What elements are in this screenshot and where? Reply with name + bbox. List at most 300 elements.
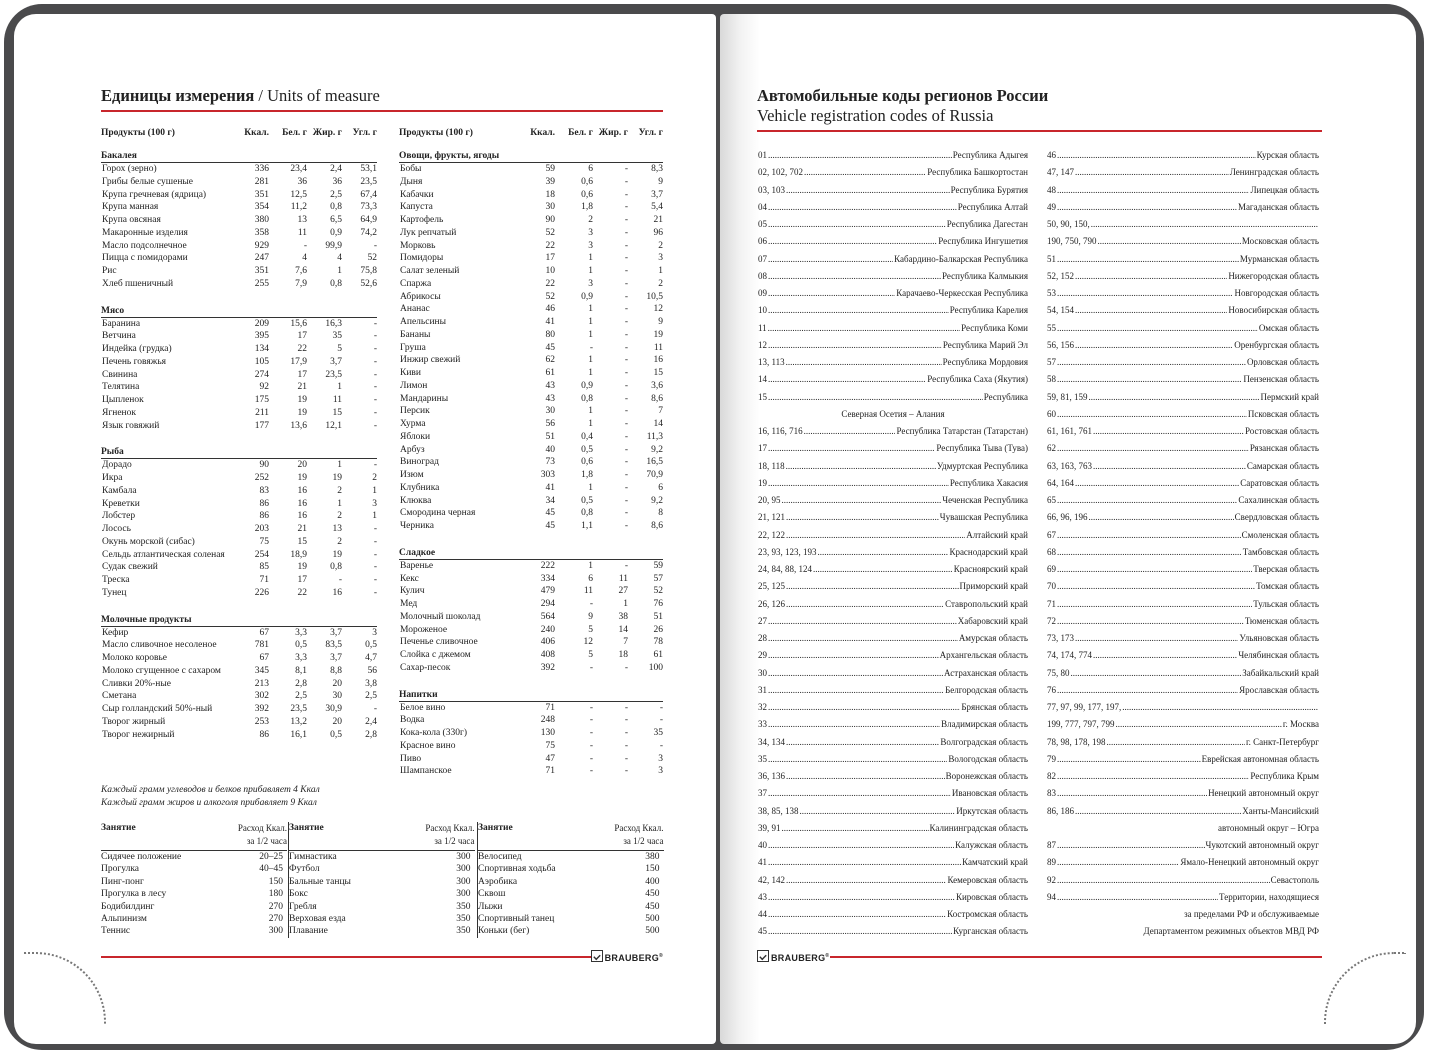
product-name: Мороженое <box>400 624 448 635</box>
nutrient-value: 9 <box>658 176 663 187</box>
nutrient-value: 23,5 <box>290 704 307 714</box>
nutrient-value: 2,4 <box>330 164 342 174</box>
nutrient-value: 8,6 <box>651 393 663 404</box>
dot-leader <box>768 699 960 716</box>
region-name: Новгородская область <box>1234 288 1319 298</box>
region-name: Волгоградская область <box>940 736 1028 747</box>
activity-kcal: 350 <box>456 901 471 912</box>
list-item <box>1047 561 1319 578</box>
table-row <box>399 405 663 418</box>
product-name: Лобстер <box>102 511 136 522</box>
nutrient-value: 408 <box>540 650 555 660</box>
nutrient-value: - <box>624 380 628 391</box>
region-name: Республика <box>983 391 1028 402</box>
dot-leader <box>1057 371 1242 388</box>
region-name: Карачаево-Черкесская Республика <box>896 288 1028 298</box>
product-name: Сельдь атлантическая соленая <box>102 549 225 560</box>
nutrient-value: 14 <box>653 419 663 429</box>
product-name: Бананы <box>400 329 431 340</box>
table-row <box>399 624 663 637</box>
product-name: Дорадо <box>102 460 132 471</box>
calorie-notes <box>101 784 320 809</box>
table-row <box>399 163 663 176</box>
list-item <box>758 527 1028 544</box>
dot-leader <box>1057 613 1244 630</box>
table-row <box>101 925 287 937</box>
region-code: 50, 90, 150, <box>1047 219 1090 229</box>
region-code: 56, 156 <box>1047 339 1074 350</box>
table-row <box>101 523 377 536</box>
nutrient-value: 73,3 <box>360 202 377 213</box>
activity-name: Прогулка <box>101 864 140 875</box>
region-code: 04 <box>758 201 767 212</box>
table-row <box>101 690 377 703</box>
region-code: 36, 136 <box>758 771 785 781</box>
region-name: Орловская область <box>1246 357 1319 367</box>
nutrient-value: 22 <box>297 344 307 354</box>
dot-leader <box>1057 837 1205 854</box>
list-item <box>1047 820 1319 837</box>
nutrient-value: 4 <box>337 253 342 264</box>
nutrient-value: 3,7 <box>330 653 342 663</box>
region-code: 35 <box>758 753 767 764</box>
region-code: 18, 118 <box>758 460 785 471</box>
region-code: 77, 97, 99, 177, 197, <box>1047 702 1122 712</box>
nutrient-value: 1 <box>588 406 593 417</box>
list-item <box>1047 803 1319 820</box>
nutrient-value: 0,8 <box>581 508 593 519</box>
nutrient-value: 16,1 <box>290 729 307 740</box>
nutrient-value: 52 <box>545 227 555 238</box>
table-row <box>289 876 475 888</box>
list-item <box>1047 872 1319 889</box>
activity-header: Занятие <box>289 822 401 851</box>
dot-leader <box>786 578 959 595</box>
activity-kcal: 500 <box>645 926 660 937</box>
dot-leader <box>1075 302 1227 319</box>
nutrient-value: - <box>624 508 628 519</box>
dot-leader <box>786 768 945 785</box>
nutrient-value: 1 <box>588 304 593 315</box>
dot-leader <box>768 251 893 268</box>
dot-leader <box>1089 509 1234 526</box>
nutrient-value: 11 <box>297 227 307 238</box>
nutrient-value: 13 <box>297 215 307 225</box>
dot-leader <box>768 889 955 906</box>
nutrient-value: 16 <box>297 511 307 522</box>
col-header-protein: Бел. г <box>568 127 593 138</box>
dot-leader <box>1057 561 1252 578</box>
nutrient-value: 67 <box>259 653 269 663</box>
region-name: Республика Бурятия <box>950 184 1028 195</box>
nutrient-value: 39 <box>545 176 555 187</box>
title-underline <box>757 130 1322 132</box>
nutrient-value: 96 <box>653 227 663 238</box>
nutrient-value: 7,9 <box>295 278 307 289</box>
nutrient-value: - <box>624 753 628 764</box>
product-name: Лосось <box>102 524 131 534</box>
product-name: Ягненок <box>102 407 136 418</box>
dot-leader <box>1057 354 1246 371</box>
page-corner-dots <box>1324 952 1406 1024</box>
activity-rate-header: Расход Ккал. за 1/2 часа <box>590 822 664 851</box>
table-row <box>399 714 663 727</box>
nutrient-value: 1 <box>588 329 593 340</box>
table-row <box>101 678 377 691</box>
table-row <box>101 888 287 900</box>
nutrient-value: 19 <box>297 562 307 573</box>
dot-leader <box>768 147 952 164</box>
product-name: Виноград <box>400 457 439 468</box>
product-name: Абрикосы <box>400 291 441 302</box>
right-page <box>720 14 1416 1044</box>
nutrient-value: 16,3 <box>325 318 342 329</box>
list-item <box>758 544 1028 561</box>
nutrient-value: 5 <box>588 624 593 635</box>
nutrient-value: 2,5 <box>295 691 307 702</box>
list-item <box>1047 578 1319 595</box>
nutrient-value: 17 <box>545 253 555 264</box>
product-name: Лимон <box>400 380 428 391</box>
nutrient-value: - <box>659 715 663 726</box>
nutrient-value: 392 <box>254 704 269 714</box>
nutrient-value: 336 <box>254 164 269 174</box>
region-code: 76 <box>1047 684 1056 695</box>
dot-leader <box>1075 337 1233 354</box>
nutrient-value: - <box>624 740 628 751</box>
product-name: Телятина <box>102 382 140 393</box>
nutrient-value: - <box>373 549 377 560</box>
dot-leader <box>768 268 941 285</box>
product-name: Клубника <box>400 482 440 493</box>
nutrient-value: 351 <box>254 266 269 276</box>
nutrient-value: 392 <box>540 662 555 673</box>
list-item <box>758 665 1028 682</box>
region-code: 92 <box>1047 874 1056 885</box>
dot-leader <box>1057 527 1241 544</box>
list-item <box>758 854 1028 871</box>
nutrient-value: 209 <box>254 318 269 329</box>
activity-name: Гребля <box>289 901 317 912</box>
nutrient-value: 6 <box>588 573 593 584</box>
dot-leader <box>768 613 957 630</box>
title-underline <box>101 110 663 112</box>
region-name: Республика Адыгея <box>952 150 1028 160</box>
region-code: 190, 750, 790 <box>1047 236 1097 247</box>
nutrient-value: 19 <box>297 473 307 483</box>
category-label: Молочные продукты <box>101 606 377 627</box>
region-code: 14 <box>758 374 767 385</box>
dot-leader <box>782 820 929 837</box>
dot-leader <box>1057 285 1233 302</box>
activity-kcal: 350 <box>456 914 471 925</box>
category-row <box>101 438 377 459</box>
list-item <box>1047 423 1319 440</box>
nutrient-value: 3,7 <box>330 356 342 367</box>
dot-leader <box>768 440 935 457</box>
list-item <box>1047 889 1319 906</box>
nutrient-value: - <box>624 304 628 315</box>
table-row <box>399 393 663 406</box>
list-item <box>758 475 1028 492</box>
nutrient-value: 41 <box>545 317 555 327</box>
product-name: Белое вино <box>400 702 446 713</box>
list-item <box>1047 216 1319 233</box>
nutrient-value: 21 <box>653 215 663 225</box>
col-header-fat: Жир. г <box>312 127 342 138</box>
nutrient-value: 3 <box>588 227 593 238</box>
nutrient-value: 53,1 <box>360 164 377 174</box>
nutrient-value: 71 <box>545 702 555 713</box>
nutrient-value: 12,1 <box>325 420 342 431</box>
list-item <box>1047 182 1319 199</box>
nutrient-value: 45 <box>545 521 555 531</box>
list-item <box>1047 854 1319 871</box>
product-name: Печенье сливочное <box>400 637 478 648</box>
dot-leader <box>768 371 926 388</box>
region-code: 86, 186 <box>1047 805 1074 816</box>
list-item <box>1047 665 1319 682</box>
product-name: Молочный шоколад <box>400 611 481 622</box>
dot-leader <box>1075 268 1227 285</box>
nutrient-value: 252 <box>254 473 269 483</box>
product-name: Цыпленок <box>102 395 144 405</box>
list-item <box>758 837 1028 854</box>
region-name: Курская область <box>1256 150 1319 160</box>
region-code: 89 <box>1047 857 1056 868</box>
nutrient-value: 35 <box>332 331 342 342</box>
region-code: 59, 81, 159 <box>1047 391 1088 402</box>
list-item <box>758 578 1028 595</box>
nutrient-value: 3 <box>658 753 663 764</box>
product-name: Язык говяжий <box>102 420 160 431</box>
product-name: Кекс <box>400 573 419 584</box>
product-name: Мед <box>400 599 418 609</box>
table-row <box>101 189 377 202</box>
region-name: Республика Ингушетия <box>938 236 1028 247</box>
region-name: Ямало-Ненецкий автономный округ <box>1180 857 1319 868</box>
nutrient-value: - <box>659 702 663 713</box>
list-item <box>758 423 1028 440</box>
list-item <box>758 285 1028 302</box>
region-name: Ленинградская область <box>1229 167 1319 178</box>
table-row <box>289 863 475 875</box>
nutrient-value: 92 <box>259 382 269 393</box>
list-item <box>1047 199 1319 216</box>
product-name: Масло сливочное несоленое <box>102 640 217 651</box>
region-name: Тюменская область <box>1244 615 1319 626</box>
region-code: 73, 173 <box>1047 633 1074 643</box>
dot-leader <box>1093 458 1246 475</box>
region-code: 94 <box>1047 891 1056 902</box>
dot-leader <box>1057 682 1238 699</box>
region-code: 45 <box>758 926 767 937</box>
region-name: Ханты-Мансийский <box>1242 805 1319 816</box>
col-header-product: Продукты (100 г) <box>399 127 473 138</box>
product-name: Черника <box>400 521 434 531</box>
nutrient-value: - <box>373 575 377 585</box>
nutrient-value: 479 <box>540 586 555 597</box>
product-name: Водка <box>400 715 425 726</box>
list-item <box>1047 302 1319 319</box>
region-code: 21, 121 <box>758 512 785 523</box>
dot-leader <box>1075 630 1238 647</box>
nutrient-value: 43 <box>545 393 555 404</box>
dot-leader <box>1057 182 1249 199</box>
region-name: Ивановская область <box>951 788 1028 799</box>
nutrient-value: 80 <box>545 329 555 340</box>
nutrient-value: 15 <box>653 368 663 378</box>
dot-leader <box>768 785 951 802</box>
product-name: Арбуз <box>400 444 425 455</box>
page-title: Автомобильные коды регионов России <box>757 86 1049 105</box>
region-code: 47, 147 <box>1047 167 1074 178</box>
region-code: 10 <box>758 305 767 316</box>
dot-leader <box>768 216 946 233</box>
list-item <box>758 389 1028 406</box>
nutrient-value: 105 <box>254 356 269 367</box>
nutrient-value: 10 <box>545 266 555 276</box>
nutrient-value: 2,8 <box>365 729 377 740</box>
activity-name: Верховая езда <box>289 914 346 925</box>
region-name: Территории, находящиеся <box>1219 891 1319 902</box>
nutrient-value: 0,6 <box>581 176 593 187</box>
nutrient-value: 1 <box>337 460 342 471</box>
table-row <box>399 201 663 214</box>
region-code: 43 <box>758 891 767 902</box>
region-name: Пензенская область <box>1243 374 1319 385</box>
region-code: 49 <box>1047 201 1056 212</box>
nutrient-value: 3,7 <box>330 627 342 638</box>
activity-name: Теннис <box>101 926 131 937</box>
dot-leader <box>1057 768 1249 785</box>
region-code: 71 <box>1047 598 1056 609</box>
region-name: Республика Алтай <box>957 201 1028 212</box>
table-row <box>399 265 663 278</box>
nutrient-value: 21 <box>297 382 307 393</box>
nutrient-value: 1 <box>372 511 377 522</box>
table-row <box>399 456 663 469</box>
dot-leader <box>782 492 942 509</box>
activity-header: Занятие <box>478 822 590 851</box>
nutrient-value: - <box>624 393 628 404</box>
nutrient-value: 1 <box>588 266 593 276</box>
activity-rate-header: Расход Ккал. за 1/2 часа <box>401 822 475 851</box>
nutrient-value: 11 <box>332 395 342 405</box>
table-row <box>399 214 663 227</box>
nutrient-value: - <box>373 395 377 405</box>
nutrient-value: - <box>624 662 628 673</box>
table-row <box>101 330 377 343</box>
region-name: автономный округ – Югра <box>1218 822 1319 833</box>
nutrient-value: - <box>373 382 377 393</box>
nutrient-value: 45 <box>545 508 555 519</box>
nutrient-value: 52 <box>367 253 377 264</box>
dot-leader <box>786 872 946 889</box>
region-code: 75, 80 <box>1047 667 1070 678</box>
dot-leader <box>1057 872 1270 889</box>
category-label: Сладкое <box>399 539 663 560</box>
dot-leader <box>1057 320 1258 337</box>
dot-leader <box>1057 596 1252 613</box>
product-name: Сметана <box>102 691 137 702</box>
nutrient-value: 17 <box>297 575 307 585</box>
list-item <box>1047 509 1319 526</box>
table-row <box>289 888 475 900</box>
table-row <box>101 549 377 562</box>
col-header-fat: Жир. г <box>598 127 628 138</box>
region-code: 72 <box>1047 615 1056 626</box>
region-name: Республика Татарстан (Татарстан) <box>896 426 1028 436</box>
dot-leader <box>768 475 949 492</box>
nutrient-value: 83,5 <box>325 640 342 651</box>
dot-leader <box>768 320 960 337</box>
list-item <box>758 768 1028 785</box>
table-row <box>101 876 287 888</box>
table-row <box>101 639 377 652</box>
table-row <box>399 662 663 675</box>
nutrient-value: 247 <box>254 253 269 264</box>
table-row <box>399 189 663 202</box>
list-item <box>758 596 1028 613</box>
region-code: 39, 91 <box>758 822 781 833</box>
product-name: Сахар-песок <box>400 662 451 673</box>
nutrient-value: 929 <box>254 240 269 251</box>
dot-leader <box>1116 716 1282 733</box>
table-row <box>101 703 377 716</box>
region-code: 25, 125 <box>758 581 785 592</box>
region-name: Республика Марий Эл <box>942 339 1028 350</box>
region-code: 65 <box>1047 495 1056 505</box>
nutrient-value: 86 <box>259 511 269 522</box>
activity-name: Спортивная ходьба <box>478 864 556 875</box>
region-name: Вологодская область <box>948 753 1028 764</box>
table-row <box>399 495 663 508</box>
list-item <box>1047 320 1319 337</box>
region-codes-column-2 <box>1047 147 1319 941</box>
region-code: 01 <box>758 150 767 160</box>
region-name: Ярославская область <box>1239 684 1319 695</box>
region-name: Брянская область <box>961 702 1028 712</box>
nutrient-value: 2 <box>372 473 377 483</box>
product-name: Кабачки <box>400 189 434 200</box>
region-code: 23, 93, 123, 193 <box>758 546 817 557</box>
nutrient-value: 10,5 <box>646 291 663 302</box>
nutrient-value: 1 <box>337 498 342 509</box>
nutrient-value: - <box>589 766 593 777</box>
table-row <box>101 394 377 407</box>
table-row <box>101 265 377 278</box>
region-name: Калининградская область <box>929 822 1028 833</box>
list-item <box>1047 440 1319 457</box>
nutrient-value: 56 <box>367 665 377 676</box>
nutrient-value: 1 <box>658 266 663 276</box>
nutrient-value: 3 <box>588 240 593 251</box>
region-name: Кабардино-Балкарская Республика <box>894 253 1028 264</box>
nutrient-value: 22 <box>545 278 555 289</box>
region-code: 19 <box>758 477 767 488</box>
nutrient-value: 1,8 <box>581 470 593 480</box>
dot-leader <box>1057 751 1201 768</box>
list-item <box>1047 251 1319 268</box>
dot-leader <box>786 596 944 613</box>
nutrient-value: 59 <box>545 164 555 174</box>
list-item <box>758 803 1028 820</box>
list-item <box>1047 630 1319 647</box>
nutrient-value: 56 <box>545 419 555 429</box>
nutrient-value: 61 <box>653 650 663 660</box>
region-name: Томская область <box>1256 581 1319 592</box>
